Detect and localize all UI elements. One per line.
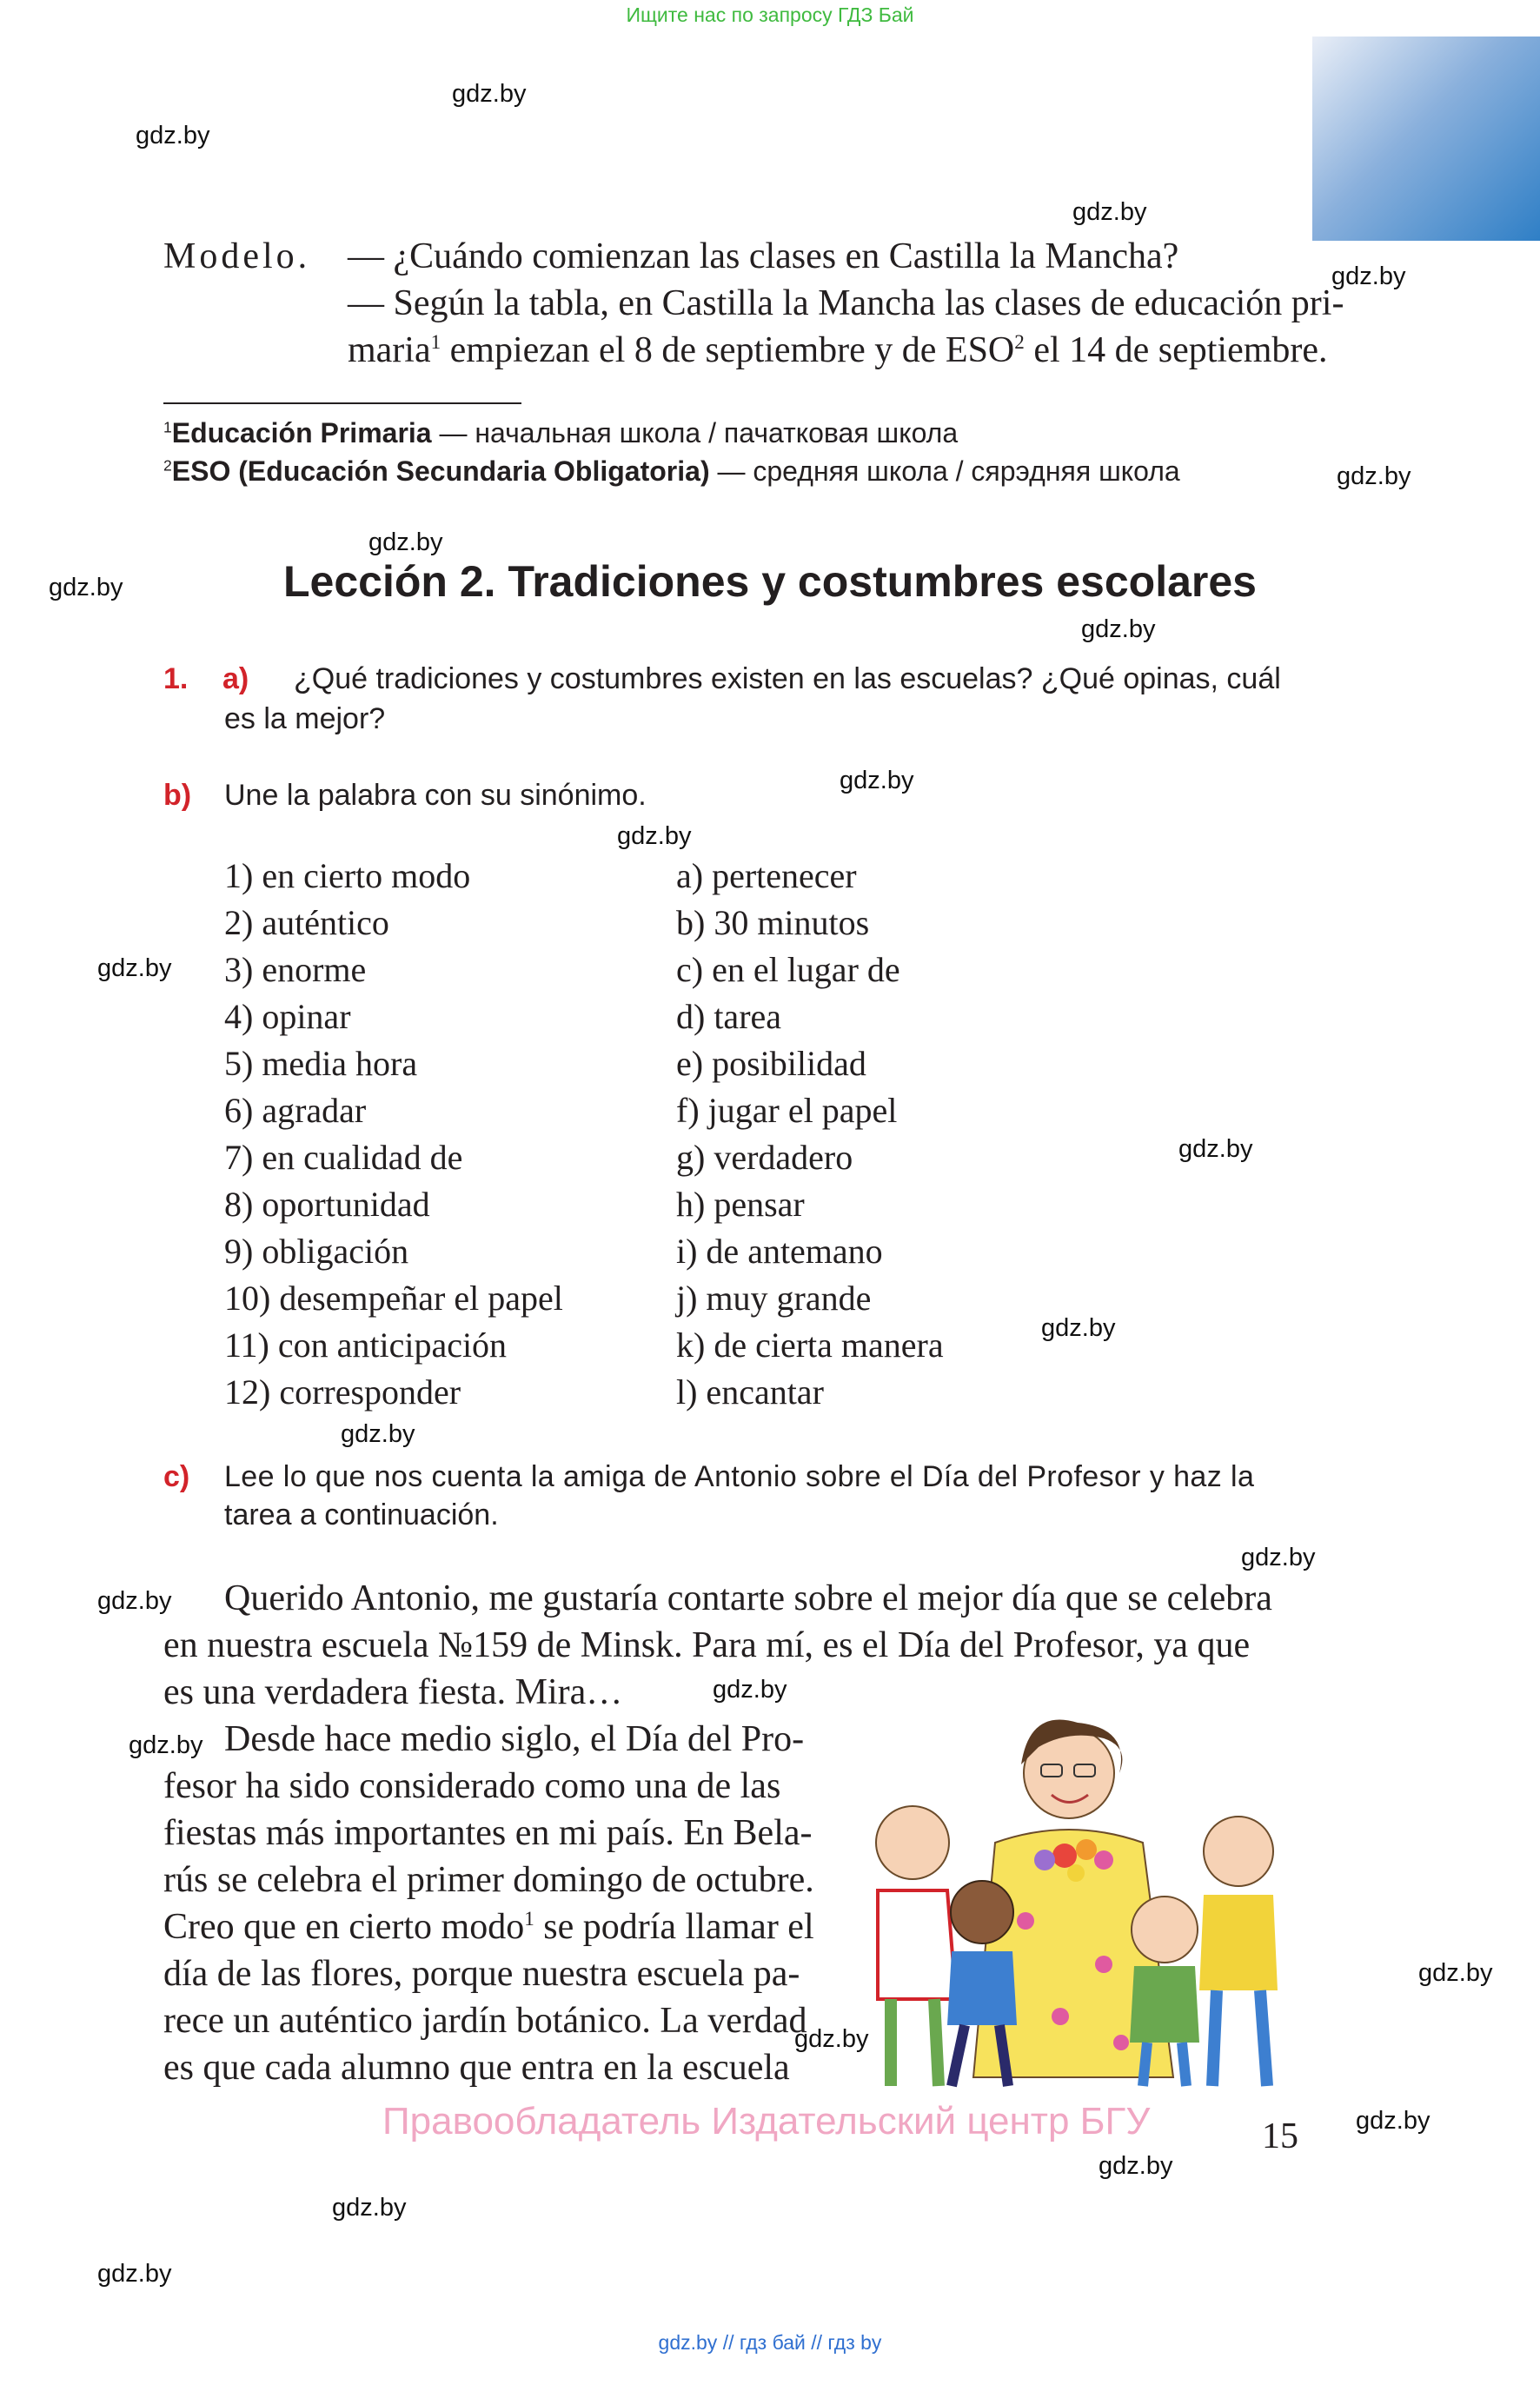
right-word: i) de antemano bbox=[676, 1232, 883, 1271]
right-word: e) posibilidad bbox=[676, 1044, 866, 1083]
word-matching-list bbox=[224, 855, 1006, 1429]
left-word: 3) enorme bbox=[224, 950, 367, 989]
exercise-c-text: tarea a continuación. bbox=[224, 1498, 499, 1531]
teacher-with-children-illustration bbox=[843, 1712, 1295, 2095]
watermark: gdz.by bbox=[1356, 2107, 1430, 2135]
left-word: 4) opinar bbox=[224, 997, 351, 1036]
top-banner[interactable]: Ищите нас по запросу ГДЗ Бай bbox=[626, 3, 914, 26]
modelo-line: — Según la tabla, en Castilla la Mancha las clases de educación pri- bbox=[348, 283, 1344, 323]
watermark: gdz.by bbox=[49, 574, 123, 601]
right-word: c) en el lugar de bbox=[676, 950, 900, 989]
exercise-c-text: Lee lo que nos cuenta la amiga de Antonio sobre el Día del Profesor y haz la bbox=[224, 1460, 1255, 1493]
watermark: gdz.by bbox=[332, 2194, 407, 2222]
corner-decoration bbox=[1312, 37, 1540, 241]
watermark: gdz.by bbox=[97, 954, 172, 982]
left-word: 10) desempeñar el papel bbox=[224, 1279, 563, 1318]
copyright-notice: Правообладатель Издательский центр БГУ bbox=[382, 2100, 1151, 2143]
footnote: $^2$ESO (Educación Secundaria Obligatoria) — средняя школа / сярэдняя школа bbox=[163, 455, 1180, 487]
watermark: gdz.by bbox=[1241, 1544, 1316, 1571]
watermark: gdz.by bbox=[136, 122, 210, 149]
watermark: gdz.by bbox=[129, 1731, 203, 1759]
right-word: h) pensar bbox=[676, 1185, 805, 1224]
modelo-label: Modelo. bbox=[163, 236, 311, 276]
left-word: 9) obligación bbox=[224, 1232, 409, 1271]
right-word: b) 30 minutos bbox=[676, 903, 870, 942]
watermark: gdz.by bbox=[368, 528, 443, 556]
exercise-a-text: ¿Qué tradiciones y costumbres existen en las escuelas? ¿Qué opinas, cuál bbox=[294, 662, 1281, 695]
watermark: gdz.by bbox=[617, 822, 692, 850]
modelo-line: — ¿Cuándo comienzan las clases en Castilla la Mancha? bbox=[348, 236, 1179, 276]
left-word: 6) agradar bbox=[224, 1091, 367, 1130]
right-word: j) muy grande bbox=[676, 1279, 872, 1318]
exercise-b-label: b) bbox=[163, 779, 192, 812]
watermark: gdz.by bbox=[452, 80, 527, 108]
watermark: gdz.by bbox=[1041, 1314, 1116, 1342]
watermark: gdz.by bbox=[97, 2260, 172, 2288]
watermark: gdz.by bbox=[341, 1420, 415, 1448]
left-word: 1) en cierto modo bbox=[224, 856, 471, 895]
right-word: a) pertenecer bbox=[676, 856, 857, 895]
left-word: 12) corresponder bbox=[224, 1372, 461, 1412]
watermark: gdz.by bbox=[713, 1676, 787, 1704]
right-word: k) de cierta manera bbox=[676, 1325, 944, 1365]
right-word: f) jugar el papel bbox=[676, 1091, 898, 1130]
watermark: gdz.by bbox=[1081, 615, 1156, 643]
watermark: gdz.by bbox=[1178, 1135, 1253, 1163]
footnote: $^1$Educación Primaria — начальная школа / пачатковая школа bbox=[163, 417, 959, 448]
watermark: gdz.by bbox=[1072, 198, 1147, 226]
exercise-a-label: a) bbox=[222, 662, 249, 695]
right-word: l) encantar bbox=[676, 1372, 824, 1412]
watermark: gdz.by bbox=[1099, 2152, 1173, 2180]
bottom-banner[interactable]: gdz.by // гдз бай // гдз by bbox=[658, 2331, 882, 2354]
watermark: gdz.by bbox=[1331, 262, 1406, 290]
page-number: 15 bbox=[1262, 2116, 1298, 2156]
left-word: 8) oportunidad bbox=[224, 1185, 430, 1224]
lesson-title: Lección 2. Tradiciones y costumbres escolares bbox=[283, 557, 1257, 606]
left-word: 5) media hora bbox=[224, 1044, 418, 1083]
exercise-a-text: es la mejor? bbox=[224, 702, 386, 735]
modelo-line: maria$^1$ empiezan el 8 de septiembre y de ESO$^2$ el 14 de septiembre. bbox=[348, 330, 1328, 370]
watermark: gdz.by bbox=[1337, 462, 1411, 490]
watermark: gdz.by bbox=[840, 767, 914, 794]
watermark: gdz.by bbox=[794, 2025, 869, 2053]
exercise-b-text: Une la palabra con su sinónimo. bbox=[224, 779, 647, 812]
exercise-c-label: c) bbox=[163, 1460, 190, 1493]
watermark: gdz.by bbox=[97, 1587, 172, 1615]
left-word: 11) con anticipación bbox=[224, 1325, 508, 1365]
footnote-divider bbox=[163, 402, 521, 404]
exercise-number: 1. bbox=[163, 662, 189, 695]
watermark: gdz.by bbox=[1418, 1959, 1493, 1987]
left-word: 7) en cualidad de bbox=[224, 1138, 463, 1177]
right-word: g) verdadero bbox=[676, 1138, 853, 1177]
letter-paragraph: Querido Antonio, me gustaría contarte sobre el mejor día que se celebra en nuestra escuela №159 de Minsk. Para mí, es el Día del Profesor, ya que es una verdadera fiesta. Mira… bbox=[163, 1578, 1272, 1712]
letter-paragraph: Desde hace medio siglo, el Día del Pro- fesor ha sido considerado como una de las fiestas más importantes en mi país. En Bela- rús se celebra el primer domingo de octubre. Creo que en cierto modo$^1$ se podría llamar el día de las flores, porque nuestra escuela pa- rece un auténtico jardín botánico. La verdad es que cada alumno que entra en la escuela bbox=[163, 1719, 814, 2088]
left-word: 2) auténtico bbox=[224, 903, 389, 942]
right-word: d) tarea bbox=[676, 997, 782, 1036]
